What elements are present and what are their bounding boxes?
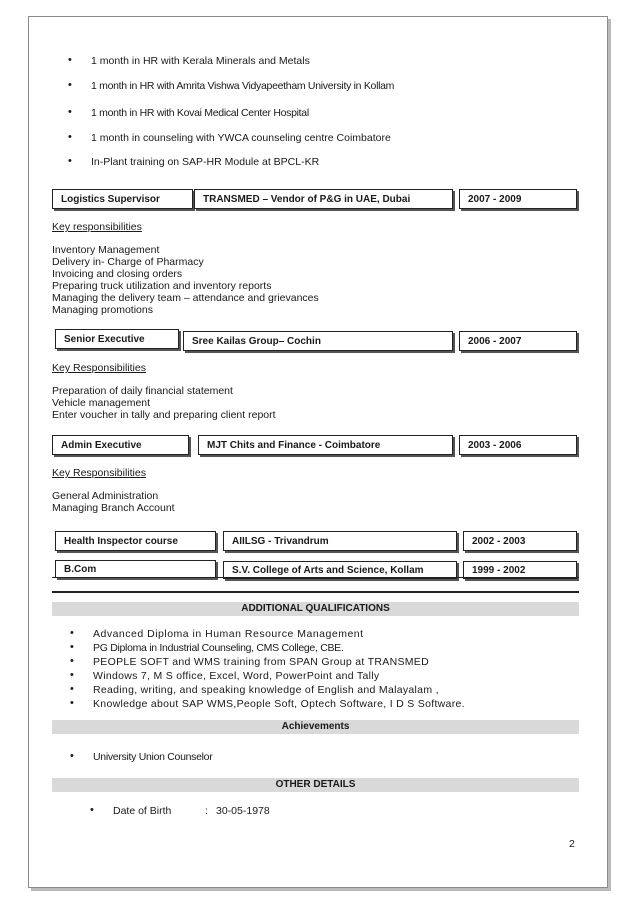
text-line: Inventory Management bbox=[52, 244, 160, 256]
list-item: • Windows 7, M S office, Excel, Word, PowerPoint and Tally bbox=[93, 670, 379, 682]
education-institute-box: AIILSG - Trivandrum bbox=[223, 531, 457, 551]
list-item: • Reading, writing, and speaking knowledge of English and Malayalam , bbox=[93, 684, 439, 696]
divider bbox=[52, 591, 579, 593]
text-line: Enter voucher in tally and preparing client report bbox=[52, 409, 276, 421]
education-course-box: B.Com bbox=[55, 560, 216, 578]
job-company-box: MJT Chits and Finance - Coimbatore bbox=[198, 435, 453, 455]
text-line: Managing Branch Account bbox=[52, 502, 175, 514]
list-item: • 1 month in HR with Kovai Medical Center Hospital bbox=[91, 107, 309, 119]
dob-label: • Date of Birth bbox=[113, 805, 171, 817]
job-period-box: 2007 - 2009 bbox=[459, 189, 577, 209]
education-course-box: Health Inspector course bbox=[55, 531, 216, 551]
list-item: • PEOPLE SOFT and WMS training from SPAN Group at TRANSMED bbox=[93, 656, 429, 668]
page-number: 2 bbox=[569, 838, 575, 850]
additional-qualifications-title: ADDITIONAL QUALIFICATIONS bbox=[52, 602, 579, 616]
job-company-box: Sree Kailas Group– Cochin bbox=[183, 331, 453, 351]
other-details-title: OTHER DETAILS bbox=[52, 778, 579, 792]
list-item: • Knowledge about SAP WMS,People Soft, Optech Software, I D S Software. bbox=[93, 698, 465, 710]
dob-value: 30-05-1978 bbox=[216, 805, 270, 817]
text-line: Delivery in- Charge of Pharmacy bbox=[52, 256, 204, 268]
job-period-box: 2003 - 2006 bbox=[459, 435, 577, 455]
education-period-box: 2002 - 2003 bbox=[463, 531, 577, 551]
list-item: • Advanced Diploma in Human Resource Management bbox=[93, 628, 364, 640]
divider bbox=[52, 577, 579, 578]
education-institute-box: S.V. College of Arts and Science, Kollam bbox=[223, 561, 457, 579]
education-period-box: 1999 - 2002 bbox=[463, 561, 577, 579]
text-line: Preparing truck utilization and inventory reports bbox=[52, 280, 272, 292]
list-item: • 1 month in HR with Kerala Minerals and Metals bbox=[91, 55, 310, 67]
list-item: • PG Diploma in Industrial Counseling, CMS College, CBE. bbox=[93, 642, 344, 654]
text-line: Managing promotions bbox=[52, 304, 153, 316]
text-line: General Administration bbox=[52, 490, 159, 502]
text-line: Vehicle management bbox=[52, 397, 151, 409]
text-line: Invoicing and closing orders bbox=[52, 268, 183, 280]
section-heading: Key Responsibilities bbox=[52, 467, 146, 479]
list-item: • In-Plant training on SAP-HR Module at BPCL-KR bbox=[91, 156, 319, 168]
job-role-box: Senior Executive bbox=[55, 329, 179, 349]
job-period-box: 2006 - 2007 bbox=[459, 331, 577, 351]
achievements-title: Achievements bbox=[52, 720, 579, 734]
dob-separator: : bbox=[205, 805, 208, 817]
text-line: Preparation of daily financial statement bbox=[52, 385, 233, 397]
section-heading: Key Responsibilities bbox=[52, 362, 146, 374]
list-item: • University Union Counselor bbox=[93, 751, 212, 763]
text-line: Managing the delivery team – attendance and grievances bbox=[52, 292, 319, 304]
list-item: • 1 month in counseling with YWCA counseling centre Coimbatore bbox=[91, 132, 391, 144]
job-role-box: Admin Executive bbox=[52, 435, 189, 455]
job-role-box: Logistics Supervisor bbox=[52, 189, 193, 209]
job-company-box: TRANSMED – Vendor of P&G in UAE, Dubai bbox=[194, 189, 453, 209]
section-heading: Key responsibilities bbox=[52, 221, 142, 233]
list-item: • 1 month in HR with Amrita Vishwa Vidyapeetham University in Kollam bbox=[91, 80, 394, 92]
